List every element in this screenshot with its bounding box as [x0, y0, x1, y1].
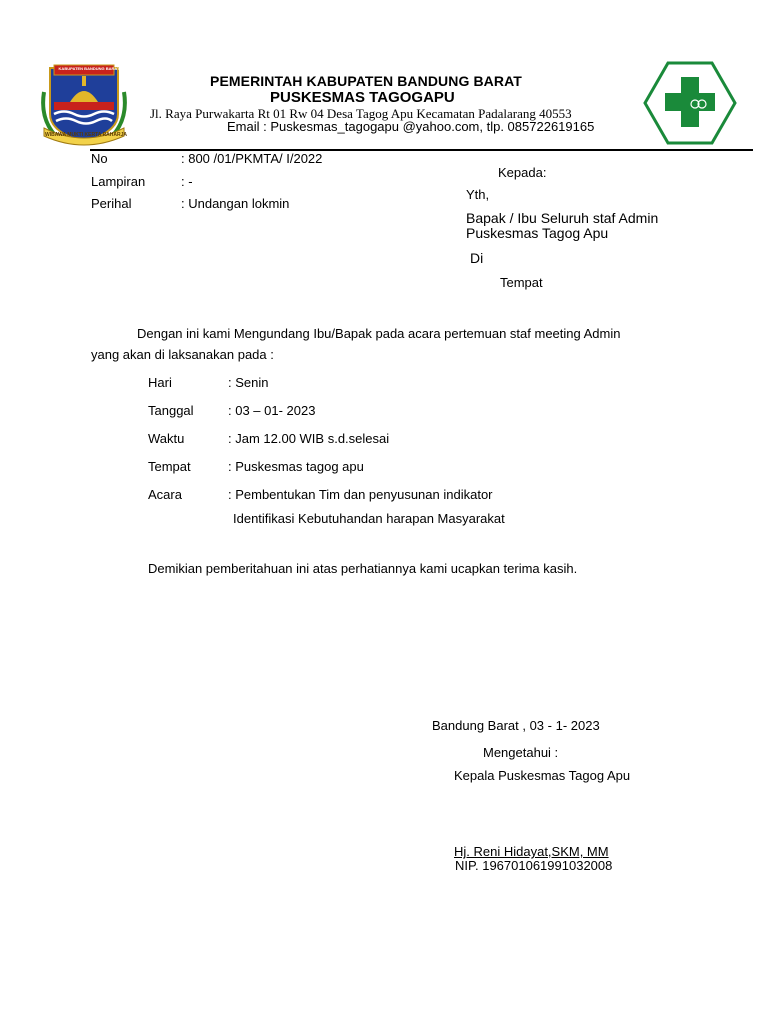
detail-hari-label: Hari [148, 375, 172, 390]
header-contact: Email : Puskesmas_tagogapu @yahoo.com, tlp. 085722619165 [227, 119, 595, 134]
signature-nip: NIP. 196701061991032008 [455, 858, 613, 873]
detail-waktu-value: : Jam 12.00 WIB s.d.selesai [228, 431, 390, 446]
header-puskesmas: PUSKESMAS TAGOGAPU [270, 89, 455, 106]
meta-no-label: No [91, 151, 108, 166]
meta-lampiran-label: Lampiran [91, 174, 146, 189]
header-government: PEMERINTAH KABUPATEN BANDUNG BARAT [210, 73, 522, 89]
detail-tanggal-value: : 03 – 01- 2023 [228, 403, 316, 418]
recipient-line2: Puskesmas Tagog Apu [466, 225, 609, 241]
recipient-kepada: Kepada: [498, 165, 547, 180]
recipient-line1: Bapak / Ibu Seluruh staf Admin [466, 210, 659, 226]
body-closing: Demikian pemberitahuan ini atas perhatiannya kami ucapkan terima kasih. [148, 561, 578, 576]
puskesmas-cross-icon [643, 61, 737, 145]
signature-name: Hj. Reni Hidayat,SKM, MM [454, 844, 609, 859]
detail-tanggal-label: Tanggal [148, 403, 194, 418]
header-address: Jl. Raya Purwakarta Rt 01 Rw 04 Desa Tagog Apu Kecamatan Padalarang 40553 [150, 106, 572, 121]
crest-top-text: KABUPATEN BANDUNG BARAT [58, 66, 120, 71]
detail-tempat-label: Tempat [148, 459, 191, 474]
body-intro-line1: Dengan ini kami Mengundang Ibu/Bapak pada acara pertemuan staf meeting Admin [137, 326, 621, 341]
detail-tempat-value: : Puskesmas tagog apu [228, 459, 364, 474]
signature-place-date: Bandung Barat , 03 - 1- 2023 [432, 718, 600, 733]
recipient-tempat: Tempat [500, 275, 543, 290]
detail-waktu-label: Waktu [148, 431, 185, 446]
detail-hari-value: : Senin [228, 375, 269, 390]
meta-no-value: : 800 /01/PKMTA/ I/2022 [181, 151, 323, 166]
detail-acara-continued: Identifikasi Kebutuhandan harapan Masyarakat [233, 511, 505, 526]
meta-lampiran-value: : - [181, 174, 193, 189]
signature-position: Kepala Puskesmas Tagog Apu [454, 768, 631, 783]
detail-acara-label: Acara [148, 487, 182, 502]
recipient-di: Di [470, 250, 484, 266]
meta-perihal-label: Perihal [91, 196, 132, 211]
meta-perihal-value: : Undangan lokmin [181, 196, 290, 211]
detail-acara-value: : Pembentukan Tim dan penyusunan indikator [228, 487, 493, 502]
recipient-yth: Yth, [466, 187, 490, 202]
body-intro-line2: yang akan di laksanakan pada : [91, 347, 274, 362]
signature-mengetahui: Mengetahui : [483, 745, 559, 760]
crest-motto: WIBAWA MUKTI KERTA RAHARJA [44, 132, 128, 138]
